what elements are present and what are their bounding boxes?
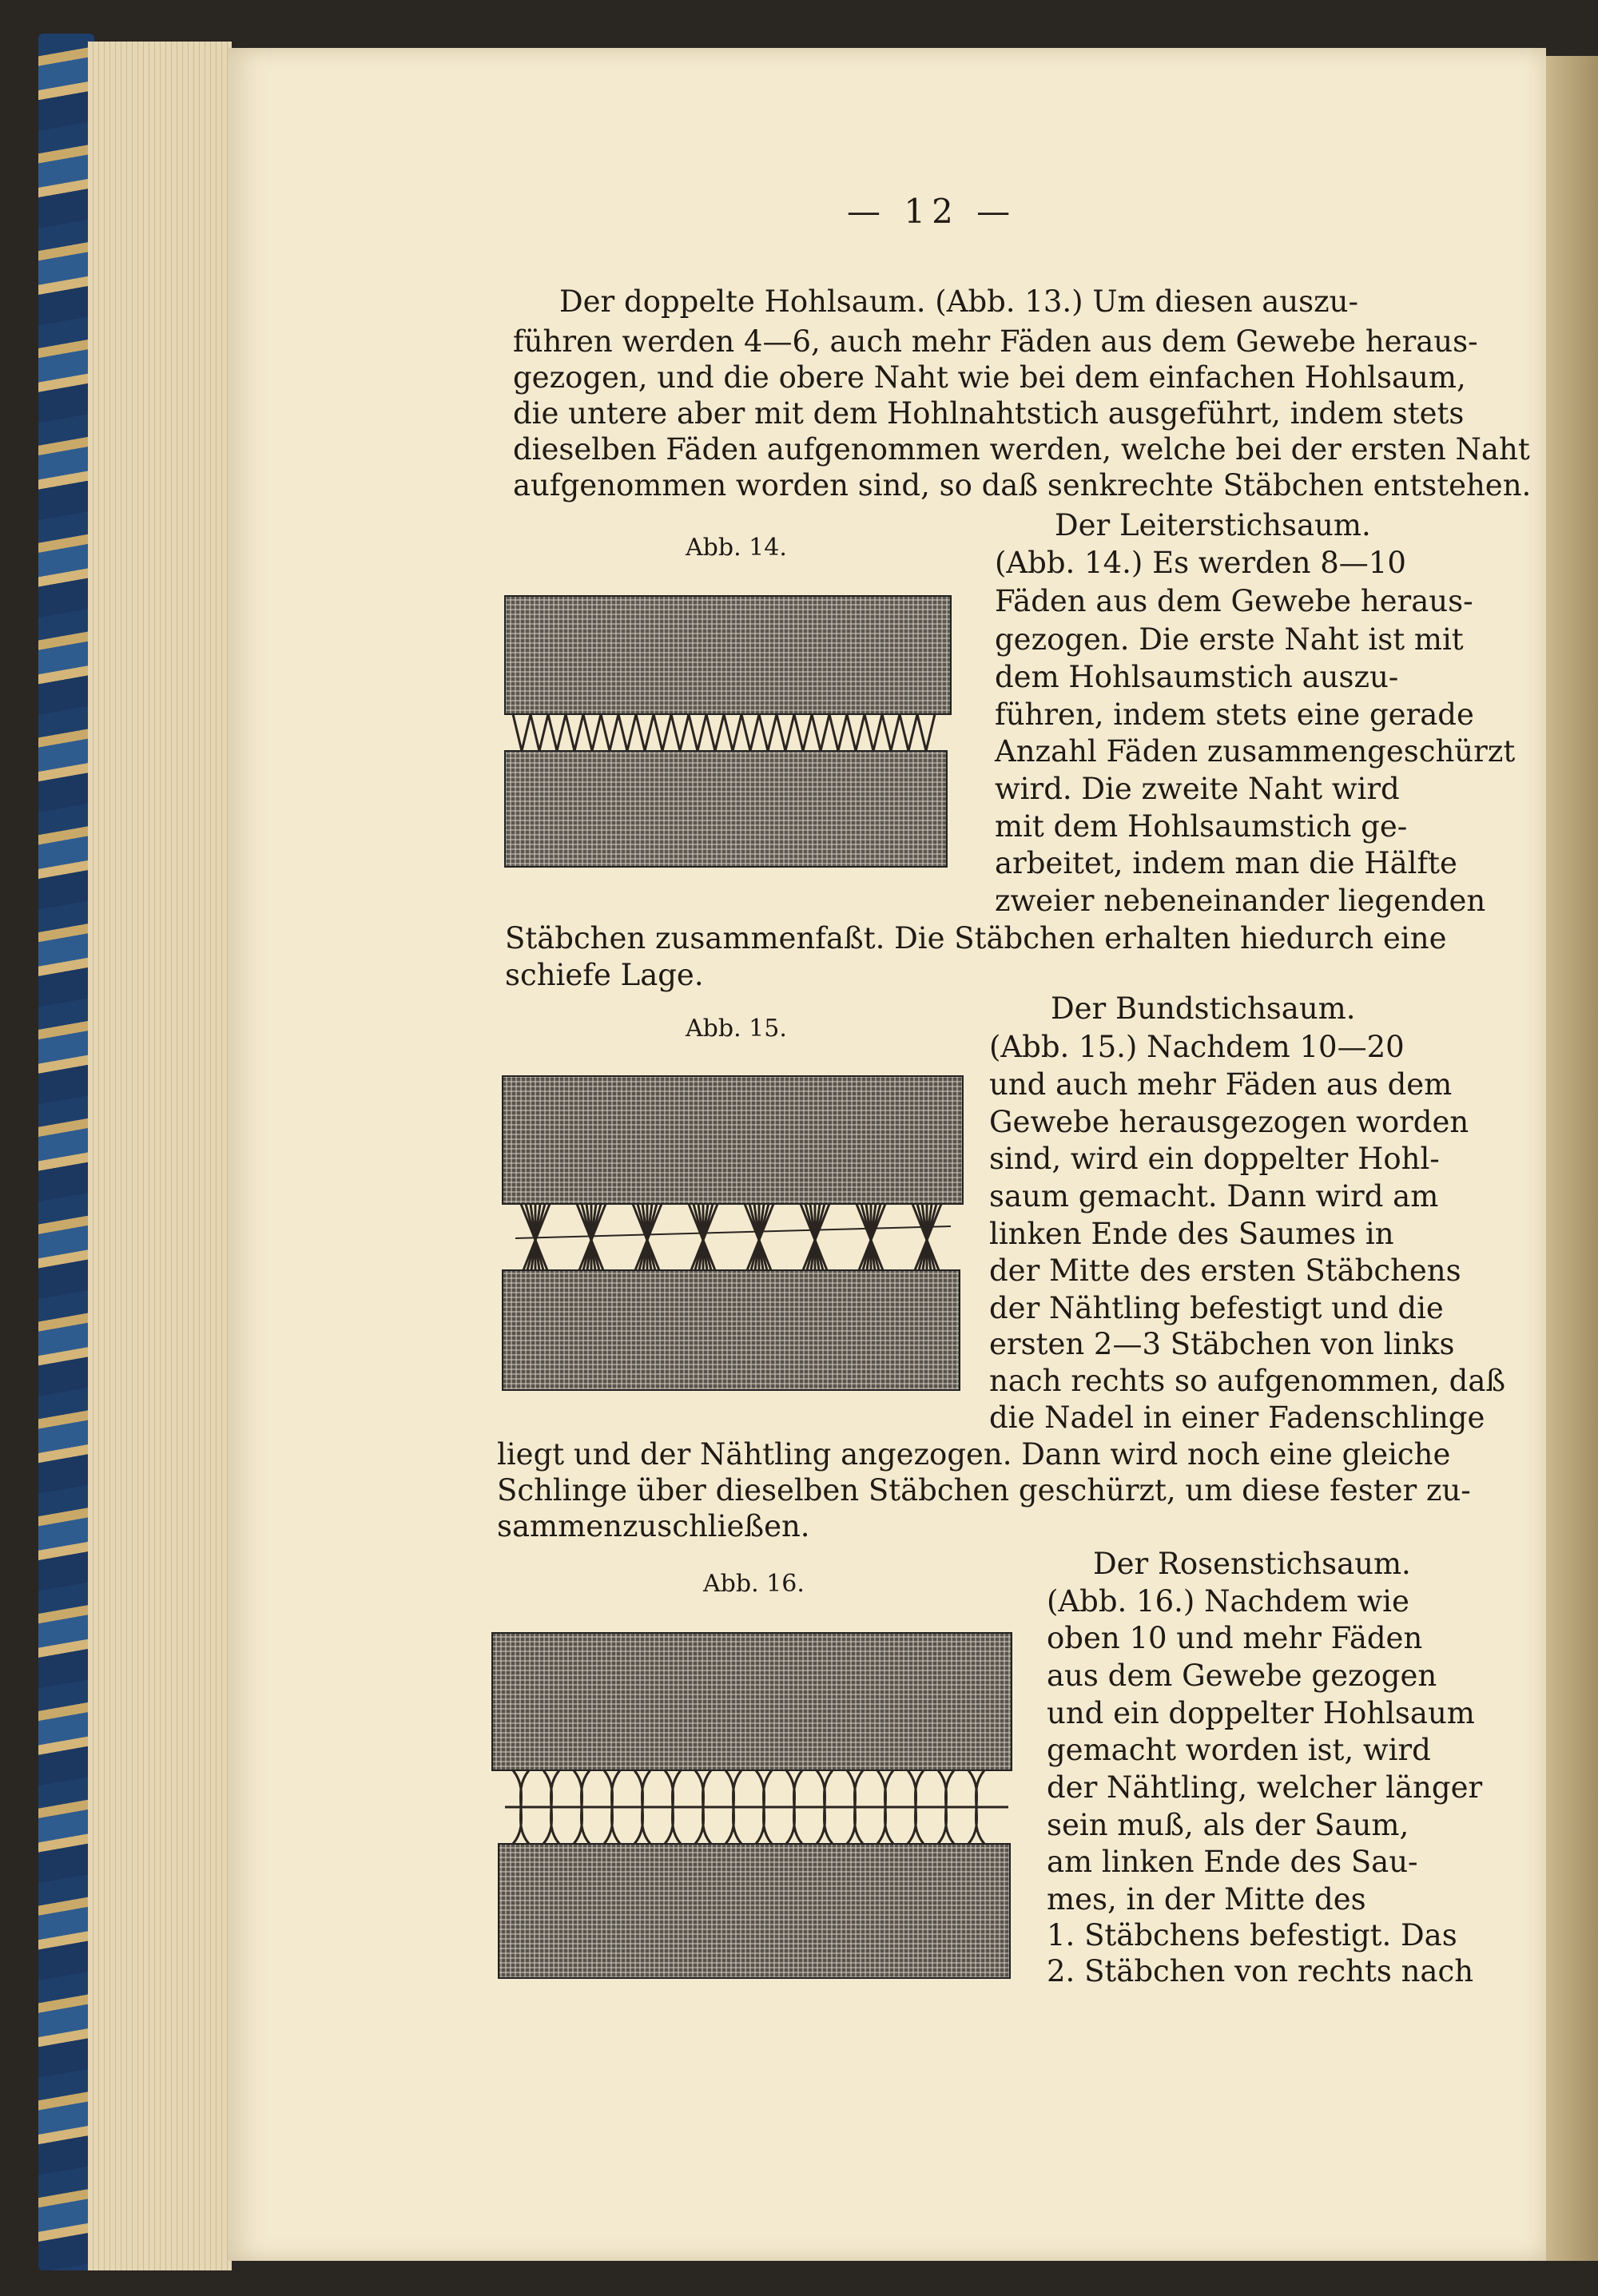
paragraph-rosenstichsaum-line: mes, in der Mitte des [1047,1882,1366,1917]
figure-abb-15-bundstichsaum [499,1075,967,1394]
paragraph-bundstichsaum-line: Gewebe herausgezogen worden [989,1105,1469,1139]
figure-abb-14-leiterstichsaum [503,593,955,868]
paragraph-rosenstichsaum-line: 1. Stäbchens befestigt. Das [1047,1918,1457,1952]
paragraph-bundstichsaum-line: und auch mehr Fäden aus dem [989,1067,1453,1102]
paragraph-doppelte-hohlsaum-line: aufgenommen worden sind, so daß senkrechte Stäbchen entstehen. [513,468,1532,502]
paragraph-leiterstichsaum-line: Anzahl Fäden zusammengeschürzt [995,734,1516,769]
paragraph-leiterstichsaum-line: führen, indem stets eine gerade [995,697,1474,732]
paragraph-rosenstichsaum-line: (Abb. 16.) Nachdem wie [1047,1584,1409,1619]
figure-abb-16-rosenstichsaum [489,1630,1016,1981]
paragraph-bundstichsaum-line: linken Ende des Saumes in [989,1217,1394,1251]
paragraph-bundstichsaum-line: sind, wird ein doppelter Hohl- [989,1142,1440,1176]
paragraph-doppelte-hohlsaum-line: gezogen, und die obere Naht wie bei dem einfachen Hohlsaum, [513,360,1466,395]
paragraph-doppelte-hohlsaum-line: dieselben Fäden aufgenommen werden, welche bei der ersten Naht [513,432,1530,467]
right-page-edge [1546,56,1598,2261]
paragraph-rosenstichsaum-line: aus dem Gewebe gezogen [1047,1658,1437,1693]
paragraph-doppelte-hohlsaum-line: die untere aber mit dem Hohlnahtstich ausgeführt, indem stets [513,396,1465,431]
figure-caption-abb-14: Abb. 14. [686,534,787,562]
paragraph-bundstichsaum-line: (Abb. 15.) Nachdem 10—20 [989,1030,1405,1064]
paragraph-leiterstichsaum-line: dem Hohlsaumstich auszu- [995,660,1399,694]
paragraph-rosenstichsaum-line: 2. Stäbchen von rechts nach [1047,1954,1474,1988]
page-number: — 12 — [847,192,1017,231]
paragraph-rosenstichsaum-line: Der Rosenstichsaum. [1093,1547,1411,1581]
paragraph-leiterstichsaum-line: zweier nebeneinander liegenden [995,884,1486,918]
paragraph-rosenstichsaum-line: sein muß, als der Saum, [1047,1808,1409,1842]
book-cover-edge [38,34,94,2270]
paragraph-bundstichsaum-line: Der Bundstichsaum. [1051,991,1356,1026]
paragraph-leiterstichsaum-line: (Abb. 14.) Es werden 8—10 [995,546,1406,580]
paragraph-bundstichsaum-line: liegt und der Nähtling angezogen. Dann wird noch eine gleiche [497,1437,1451,1472]
paragraph-bundstichsaum-line: der Nähtling befestigt und die [989,1291,1444,1325]
paragraph-bundstichsaum-line: saum gemacht. Dann wird am [989,1179,1439,1214]
paragraph-bundstichsaum-line: ersten 2—3 Stäbchen von links [989,1327,1455,1361]
paragraph-leiterstichsaum-line: wird. Die zweite Naht wird [995,772,1400,806]
paragraph-leiterstichsaum-line: Fäden aus dem Gewebe heraus- [995,584,1473,618]
paragraph-bundstichsaum-line: nach rechts so aufgenommen, daß [989,1364,1506,1398]
paragraph-rosenstichsaum-line: oben 10 und mehr Fäden [1047,1621,1423,1655]
paragraph-leiterstichsaum-line: schiefe Lage. [505,958,704,992]
paragraph-bundstichsaum-line: Schlinge über dieselben Stäbchen geschürzt, um diese fester zu- [497,1473,1471,1507]
paragraph-rosenstichsaum-line: der Nähtling, welcher länger [1047,1770,1483,1805]
paragraph-bundstichsaum-line: sammenzuschließen. [497,1509,810,1543]
paragraph-leiterstichsaum-line: gezogen. Die erste Naht ist mit [995,622,1464,657]
paragraph-doppelte-hohlsaum-line: Der doppelte Hohlsaum. (Abb. 13.) Um diesen auszu- [559,284,1358,319]
paragraph-leiterstichsaum-line: Stäbchen zusammenfaßt. Die Stäbchen erhalten hiedurch eine [505,921,1447,955]
paragraph-rosenstichsaum-line: am linken Ende des Sau- [1047,1845,1418,1879]
paragraph-leiterstichsaum-line: arbeitet, indem man die Hälfte [995,846,1457,880]
paragraph-bundstichsaum-line: der Mitte des ersten Stäbchens [989,1253,1461,1288]
figure-caption-abb-15: Abb. 15. [686,1015,787,1043]
paragraph-rosenstichsaum-line: gemacht worden ist, wird [1047,1733,1431,1767]
page-stack-edge [88,42,232,2270]
paragraph-leiterstichsaum-line: mit dem Hohlsaumstich ge- [995,809,1408,844]
paragraph-rosenstichsaum-line: und ein doppelter Hohlsaum [1047,1696,1475,1730]
paragraph-bundstichsaum-line: die Nadel in einer Fadenschlinge [989,1400,1485,1435]
paragraph-doppelte-hohlsaum-line: führen werden 4—6, auch mehr Fäden aus dem Gewebe heraus- [513,324,1478,359]
paragraph-leiterstichsaum-line: Der Leiterstichsaum. [1055,508,1371,542]
figure-caption-abb-16: Abb. 16. [703,1570,805,1598]
